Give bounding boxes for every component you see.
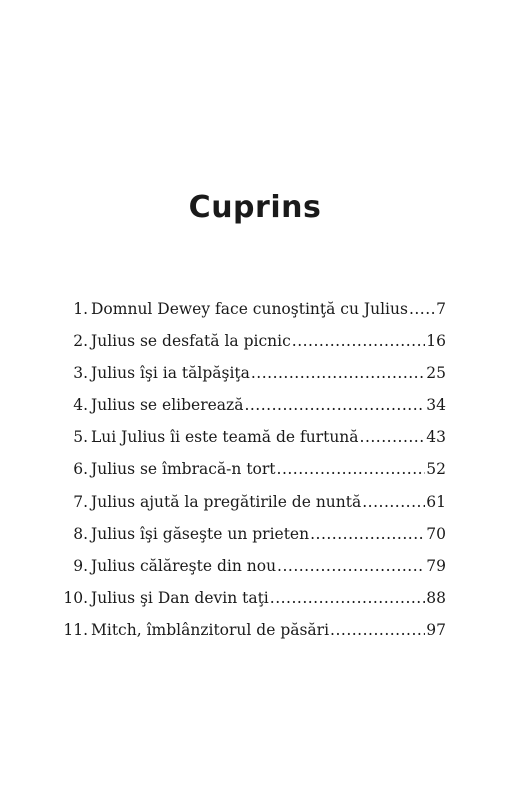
dot-leader	[292, 328, 426, 354]
entry-number: 3.	[73, 364, 88, 383]
entry-title: Julius se îmbracă-n tort	[91, 460, 276, 479]
toc-entry	[58, 360, 446, 392]
toc-entry	[58, 392, 446, 424]
dot-leader	[362, 489, 425, 515]
toc-entry	[58, 617, 446, 649]
entry-page: 79	[426, 556, 446, 575]
entry-title: Julius ajută la pregătirile de nuntă	[91, 492, 362, 511]
entry-title: Lui Julius îi este teamă de furtună	[91, 428, 359, 447]
toc-entry	[58, 585, 446, 617]
entry-page: 52	[426, 460, 446, 479]
entry-title: Julius îşi ia tălpăşiţa	[91, 364, 250, 383]
toc-entry	[58, 296, 446, 328]
toc-entry	[58, 328, 446, 360]
entry-number: 4.	[73, 396, 88, 415]
dot-leader	[360, 424, 426, 450]
entry-number: 1.	[73, 300, 88, 318]
dot-leader	[244, 392, 425, 418]
entry-page: 61	[426, 492, 446, 511]
entry-title: Mitch, îmblânzitorul de păsări	[91, 620, 330, 639]
entry-title: Julius şi Dan devin taţi	[91, 588, 269, 607]
entry-page: 70	[426, 524, 446, 543]
entry-number: 2.	[73, 332, 88, 351]
entry-number: 5.	[73, 428, 88, 447]
dot-leader	[409, 296, 435, 322]
entry-page: 7	[436, 300, 446, 318]
entry-page: 34	[426, 396, 446, 415]
entry-title: Julius călăreşte din nou	[91, 556, 277, 575]
entry-number: 7.	[73, 492, 88, 511]
entry-number: 8.	[73, 524, 88, 543]
entry-number: 11.	[63, 620, 88, 639]
entry-number: 10.	[63, 588, 88, 607]
entry-page: 88	[426, 588, 446, 607]
entry-page: 97	[426, 620, 446, 639]
toc-entry	[58, 456, 446, 488]
entry-page: 43	[426, 428, 446, 447]
dot-leader	[277, 553, 425, 579]
dot-leader	[277, 456, 426, 482]
entry-title: Julius îşi găseşte un prieten	[91, 524, 310, 543]
entry-number: 6.	[73, 460, 88, 479]
entry-page: 25	[426, 364, 446, 383]
toc-entry	[58, 521, 446, 553]
dot-leader	[330, 617, 425, 643]
table-of-contents	[58, 296, 446, 649]
toc-entry	[58, 553, 446, 585]
dot-leader	[310, 521, 425, 547]
toc-entry	[58, 489, 446, 521]
dot-leader	[270, 585, 426, 611]
entry-title: Domnul Dewey face cunoştinţă cu Julius	[91, 300, 408, 318]
page-title: Cuprins	[188, 190, 322, 225]
entry-number: 9.	[73, 556, 88, 575]
toc-entry	[58, 424, 446, 456]
dot-leader	[251, 360, 425, 386]
entry-title: Julius se eliberează	[91, 396, 244, 415]
entry-title: Julius se desfată la picnic	[91, 332, 291, 351]
entry-page: 16	[426, 332, 446, 351]
